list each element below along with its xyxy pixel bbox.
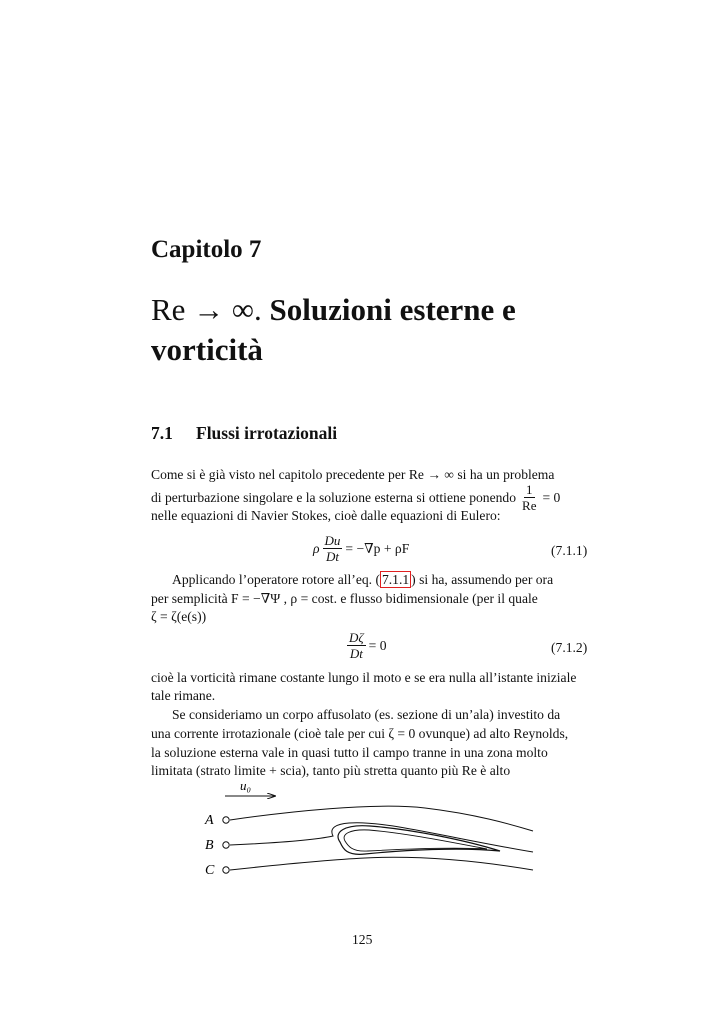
eq2-numerator: Dζ (349, 630, 364, 645)
fraction-numerator: 1 (526, 482, 533, 497)
paragraph-1-line-2-text: di perturbazione singolare e la soluzione esterna si ottiene ponendo (151, 490, 517, 505)
equation-number-7-1-2: (7.1.2) (551, 640, 588, 655)
streamline-origin-b (223, 842, 229, 848)
streamline-c (230, 857, 533, 870)
eq1-rho: ρ (313, 540, 320, 556)
eq2-denominator: Dt (349, 646, 363, 661)
paragraph-3-line-2: tale rimane. (151, 688, 216, 703)
eq1-denominator: Dt (325, 549, 339, 564)
paragraph-4-line-2: una corrente irrotazionale (cioè tale per cui ζ = 0 ovunque) ad alto Reynolds, (151, 726, 569, 741)
eq2-material-derivative (347, 630, 366, 661)
streamline-origin-a (223, 817, 229, 823)
streamline-label-b: B (205, 838, 214, 853)
paragraph-3-line-1: cioè la vorticità rimane costante lungo il moto e se era nulla all’istante iniziale (151, 670, 577, 685)
paragraph-1-line-3: nelle equazioni di Navier Stokes, cioè dalle equazioni di Eulero: (151, 508, 501, 523)
chapter-title-part2: vorticità (151, 332, 263, 367)
equation-number-7-1-1: (7.1.1) (551, 543, 588, 558)
chapter-title-math: Re → ∞. (151, 292, 262, 327)
eq1-rhs: = −∇p + ρF (345, 540, 410, 556)
chapter-title-part1: Soluzioni esterne e (269, 292, 516, 327)
boundary-layer-outline (344, 830, 487, 851)
section-number: 7.1 (151, 423, 173, 443)
fraction-equals-zero: = 0 (542, 490, 561, 505)
streamline-label-a: A (205, 813, 214, 828)
chapter-label: Capitolo 7 (151, 236, 262, 263)
paragraph-1-line-1: Come si è già visto nel capitolo precedente per Re → ∞ si ha un problema (151, 467, 555, 482)
equation-7-1-1 (313, 533, 409, 564)
eq1-material-derivative (323, 533, 343, 564)
paragraph-2-line-1-pre: Applicando l’operatore rotore all’eq. (172, 572, 373, 587)
equation-7-1-2 (347, 630, 387, 661)
section-title: Flussi irrotazionali (196, 423, 338, 443)
equation-reference-link[interactable]: 7.1.1 (381, 572, 410, 587)
streamline-origin-c (223, 867, 229, 873)
eq2-rhs: = 0 (368, 637, 387, 653)
paragraph-2-line-3: ζ = ζ(e(s)) (151, 609, 207, 624)
paragraph-4-line-4: limitata (strato limite + scia), tanto più stretta quanto più Re è alto (151, 763, 511, 778)
paragraph-4-line-1: Se consideriamo un corpo affusolato (es. sezione di un’ala) investito da (172, 707, 561, 722)
page-number: 125 (352, 932, 373, 947)
eq1-numerator: Du (324, 533, 341, 548)
airfoil-streamline-figure (195, 772, 540, 884)
fraction-denominator: Re (522, 498, 537, 513)
paragraph-2-line-1-post: si ha, assumendo per ora (419, 572, 554, 587)
paragraph-4-line-3: la soluzione esterna vale in quasi tutto il campo tranne in una zona molto (151, 745, 548, 760)
velocity-label: u₀ (240, 778, 252, 793)
paragraph-2-line-1: Applicando l’operatore rotore all’eq. ( 7.1.1 ) si ha, assumendo per ora (172, 572, 554, 587)
streamline-label-c: C (205, 863, 215, 878)
paragraph-2-line-2: per semplicità F = −∇Ψ , ρ = cost. e flusso bidimensionale (per il quale (151, 591, 538, 606)
chapter-title (151, 290, 621, 370)
